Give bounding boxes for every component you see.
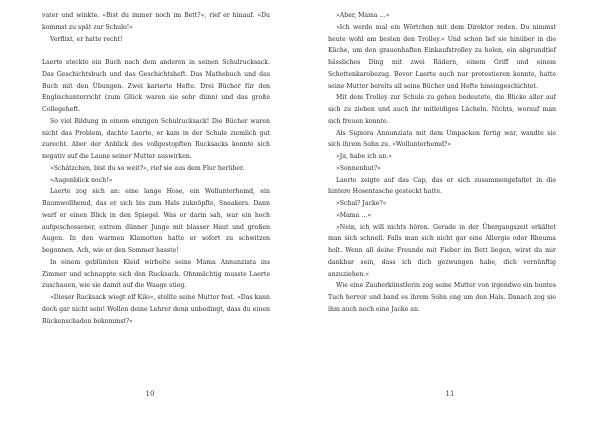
right-page-text	[328, 10, 556, 316]
paragraph: In einem geblümten Kleid wirbelte seine Mama Annunziata ins Zimmer und schnappte sich den Rucksack. Ohnmächtig musste Laerte zuschauen, wie sie damit auf die Waage stieg.	[42, 258, 270, 290]
paragraph: Verflixt, er hatte recht!	[50, 35, 123, 43]
paragraph: »Mama …«	[336, 211, 372, 219]
paragraph: Laerte zeigte auf das Cap, das er sich zusammengefaltet in die hintere Hosentasche gesteckt hatte.	[328, 176, 556, 196]
paragraph: »Sonnenhut?«	[336, 164, 381, 172]
paragraph: Laerte zog sich an: eine lange Hose, ein Wollunterhemd, ein Baumwollhemd, das er sich bis zum Hals zuknöpfte, Sneakers. Dann warf er einen Blick in den Spiegel. Was er darin sah, war ein hoch aufgeschossener, extrem dünner Junge mit blasser Haut und großen Augen. In den warmen Klamotten hatte er sofort zu schwitzen begonnen. Ach, wie er den Sommer hasste!	[42, 188, 270, 254]
left-page-text	[42, 10, 270, 327]
page-number-left: 10	[145, 390, 155, 398]
right-page	[300, 0, 600, 424]
paragraph: Mit dem Trolley zur Schule zu gehen bedeutete, die Blicke aller auf sich zu ziehen und auch ihr mitleidiges Lächeln. Nichts, worauf man sich freuen konnte.	[328, 94, 556, 125]
paragraph: »Nein, ich will nichts hören. Gerade in der Übergangszeit erkältet man sich schnell. Falls man sich nicht gar eine Allergie oder Rheuma holt. Wenn all deine Freunde mit Fieber im Bett liegen, wirst du mir dankbar sein, dass ich dich gezwungen habe, dich vernünftig anzuziehen.«	[328, 223, 556, 278]
paragraph: »Ja, habe ich an.«	[336, 153, 392, 160]
page-number-right: 11	[445, 390, 455, 398]
paragraph: Als Signora Annunziata mit dem Umpacken fertig war, wandte sie sich ihrem Sohn zu. »Wollunterhemd?«	[328, 129, 556, 149]
paragraph: »Dieser Rucksack wiegt elf Kilo«, stellte seine Mutter fest. »Das kann doch gar nicht sein! Wollen deine Lehrer denn unbedingt, dass du einen Rückenschaden bekommst?«	[42, 294, 270, 325]
paragraph: »Schätzchen, bist du so weit?«, rief sie aus dem Flur herüber.	[50, 164, 245, 172]
paragraph: Laerte steckte ein Buch nach dem anderen in seinen Schulrucksack. Das Geschichtsbuch und das Geschichtsheft. Das Mathebuch und das Buch mit den Übungen. Zwei karierte Hefte. Drei Bücher für den Englischunterricht (zum Glück waren sie sehr dünn) und das große Collegeheft.	[42, 59, 270, 113]
paragraph: vater und winkte. »Bist du immer noch im Bett?«, rief er hinauf. »Du kommst zu spät zur Schule!«	[42, 12, 270, 31]
paragraph: »Augenblick noch!«	[50, 176, 113, 184]
paragraph: Wie eine Zauberkünstlerin zog seine Mutter von irgendwo ein buntes Tuch hervor und band es ihrem Sohn eng um den Hals. Danach zog sie ihm auch noch eine Jacke an.	[328, 282, 556, 313]
paragraph: »Schal? Jacke?«	[336, 200, 387, 207]
paragraph: So viel Bildung in einem einzigen Schulrucksack! Die Bücher waren nicht das Problem, dachte Laerte, er kam in der Schule ziemlich gut zurecht. Aber der Anblick des vollgestopften Rucksacks konnte sich negativ auf die Laune seiner Mutter auswirken.	[42, 117, 270, 160]
paragraph: »Ich werde mal ein Wörtchen mit dem Direktor reden. Du nimmst heute wohl am besten den Trolley.« Und schon lief sie hinüber in die Küche, um den grauenhaften Einkaufstrolley zu holen, ein abgrundtief hässliches Ding mit zwei Rädern, einem Griff und einem Schottenkarobezug. Bevor Laerte auch nur protestieren konnte, hatte seine Mutter bereits all seine Bücher und Hefte hineingeschichtet.	[328, 23, 556, 90]
paragraph: »Aber, Mama …«	[336, 12, 390, 19]
